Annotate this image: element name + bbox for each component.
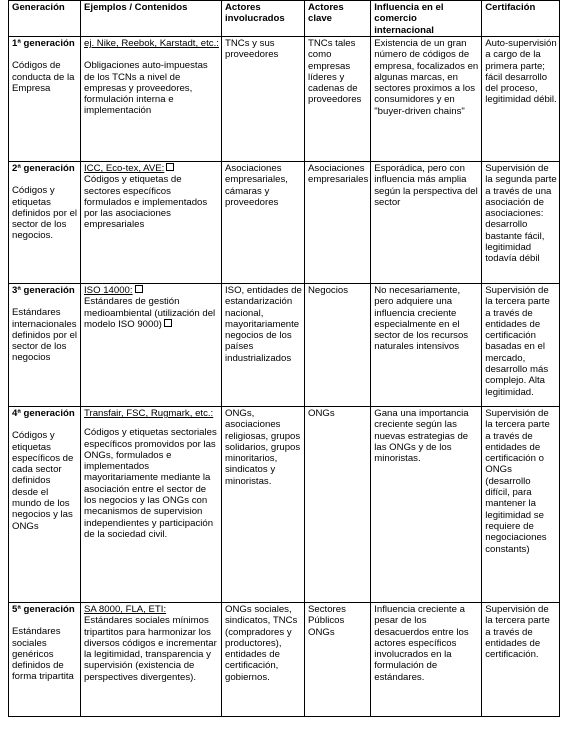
- actors-cell: Asociaciones empresariales, cámaras y proveedores: [222, 162, 305, 284]
- generation-title: 2ª generación: [12, 163, 75, 174]
- generation-title: 3ª generación: [12, 285, 75, 296]
- examples-cell: [81, 603, 222, 717]
- examples-text: Transfair, FSC, Rugmark, etc.:: [84, 408, 214, 419]
- examples-cell: [81, 407, 222, 603]
- actors-cell: ISO, entidades de estandarización nacional, mayoritariamente negocios de los países industrializados: [222, 284, 305, 407]
- key-actors-cell: Asociaciones empresariales: [305, 162, 371, 284]
- key-actors-cell: Sectores Públicos ONGs: [305, 603, 371, 717]
- header-influence: Influencia en el comercio internacional: [371, 1, 482, 37]
- examples-text: ej. Nike, Reebok, Karstadt, etc.:: [84, 38, 219, 49]
- actors-cell: ONGs sociales, sindicatos, TNCs (compradores y productores), entidades de certificación, gobiernos.: [222, 603, 305, 717]
- influence-cell: Gana una importancia creciente según las nuevas estrategias de las ONGs y de los minoristas.: [371, 407, 482, 603]
- table-row: [9, 37, 560, 162]
- generation-description: Códigos y etiquetas definidos por el sector de los negocios.: [12, 185, 78, 242]
- generation-cell: [9, 284, 81, 407]
- generation-description: Códigos de conducta de la Empresa: [12, 60, 75, 94]
- examples-cell: [81, 284, 222, 407]
- contents-text: Estándares sociales mínimos tripartitos para harmonizar los diversos códigos e incrementar la legitimidad, transparencia y supervisión (existencia de perspectives divergentes).: [84, 615, 217, 683]
- generation-description: Códigos y etiquetas específicos de cada sector definidos desde el mundo de los negocios y las ONGs: [12, 430, 74, 532]
- actors-cell: TNCs y sus proveedores: [222, 37, 305, 162]
- header-row: [9, 1, 560, 37]
- header-actors: Actores involucrados: [222, 1, 305, 37]
- table-row: [9, 284, 560, 407]
- examples-text: SA 8000, FLA, ETI:: [84, 604, 167, 615]
- table-row: [9, 603, 560, 717]
- generation-title: 1ª generación: [12, 38, 75, 49]
- table-row: [9, 162, 560, 284]
- generation-cell: [9, 37, 81, 162]
- actors-cell: ONGs, asociaciones religiosas, grupos solidarios, grupos minoritarios, sindicatos y minoristas.: [222, 407, 305, 603]
- generation-cell: [9, 162, 81, 284]
- generation-description: Estándares internacionales definidos por el sector de los negocios: [12, 307, 78, 364]
- generation-cell: [9, 407, 81, 603]
- header-generation: Generación: [9, 1, 81, 37]
- influence-cell: Influencia creciente a pesar de los desacuerdos entre los actores específicos involucrados en la formulación de estándares.: [371, 603, 482, 717]
- examples-text: ICC, Eco-tex, AVE:: [84, 163, 165, 174]
- certification-cell: Supervisión de la tercera parte a través de entidades de certificación o ONGs (desarrollo difícil, para mantener la legitimidad se requiere de negociaciones constants): [482, 407, 560, 603]
- header-examples: Ejemplos / Contenidos: [81, 1, 222, 37]
- generation-cell: [9, 603, 81, 717]
- examples-cell: [81, 162, 222, 284]
- influence-cell: Existencia de un gran número de códigos de empresa, focalizados en algunas marcas, en sectores proximos a los consumidores y en "buyer-driven chains": [371, 37, 482, 162]
- box-glyph-icon: [164, 319, 172, 327]
- contents-text: Códigos y etiquetas de sectores específicos formulados e implementados por las asociaciones empresariales: [84, 174, 208, 231]
- box-glyph-icon: [166, 163, 174, 171]
- key-actors-cell: Negocios: [305, 284, 371, 407]
- contents-text: Códigos y etiquetas sectoriales específicos promovidos por las ONGs, formulados e implementados mayoritariamente mediante la asociación entre el sector de los negocios y las ONGs con mecanismos de supervision independientes y participación de la sociedad civil.: [84, 427, 217, 540]
- key-actors-cell: ONGs: [305, 407, 371, 603]
- header-key-actors: Actores clave: [305, 1, 371, 37]
- influence-cell: Esporádica, pero con influencia más amplia según la perspectiva del sector: [371, 162, 482, 284]
- examples-cell: [81, 37, 222, 162]
- generation-description: Estándares sociales genéricos definidos de forma tripartita: [12, 626, 74, 683]
- influence-cell: No necesariamente, pero adquiere una influencia creciente especialmente en el sector de los recursos naturales intensivos: [371, 284, 482, 407]
- box-glyph-icon: [135, 285, 143, 293]
- generation-title: 5ª generación: [12, 604, 75, 615]
- table-row: [9, 407, 560, 603]
- certification-cell: Supervisión de la tercera parte a través de entidades de certificación basadas en el mercado, desarrollo más complejo. Alta legitimidad.: [482, 284, 560, 407]
- generations-table: [8, 0, 560, 717]
- examples-text: ISO 14000:: [84, 285, 133, 296]
- key-actors-cell: TNCs tales como empresas líderes y cadenas de proveedores: [305, 37, 371, 162]
- certification-cell: Auto-supervisión a cargo de la primera parte; fácil desarrollo del proceso, legitimidad débil.: [482, 37, 560, 162]
- certification-cell: Supervisión de la segunda parte a través de una asociación de asociaciones: desarrollo bastante fácil, legitimidad todavía débil: [482, 162, 560, 284]
- header-certification: Certifación: [482, 1, 560, 37]
- certification-cell: Supervisión de la tercera parte a través de entidades de certificación.: [482, 603, 560, 717]
- contents-text: Obligaciones auto-impuestas de los TCNs a nivel de empresas y proveedores, formulación interna e implementación: [84, 60, 208, 117]
- contents-text: Estándares de gestión medioambiental (utilización del modelo ISO 9000): [84, 296, 216, 330]
- generation-title: 4ª generación: [12, 408, 75, 419]
